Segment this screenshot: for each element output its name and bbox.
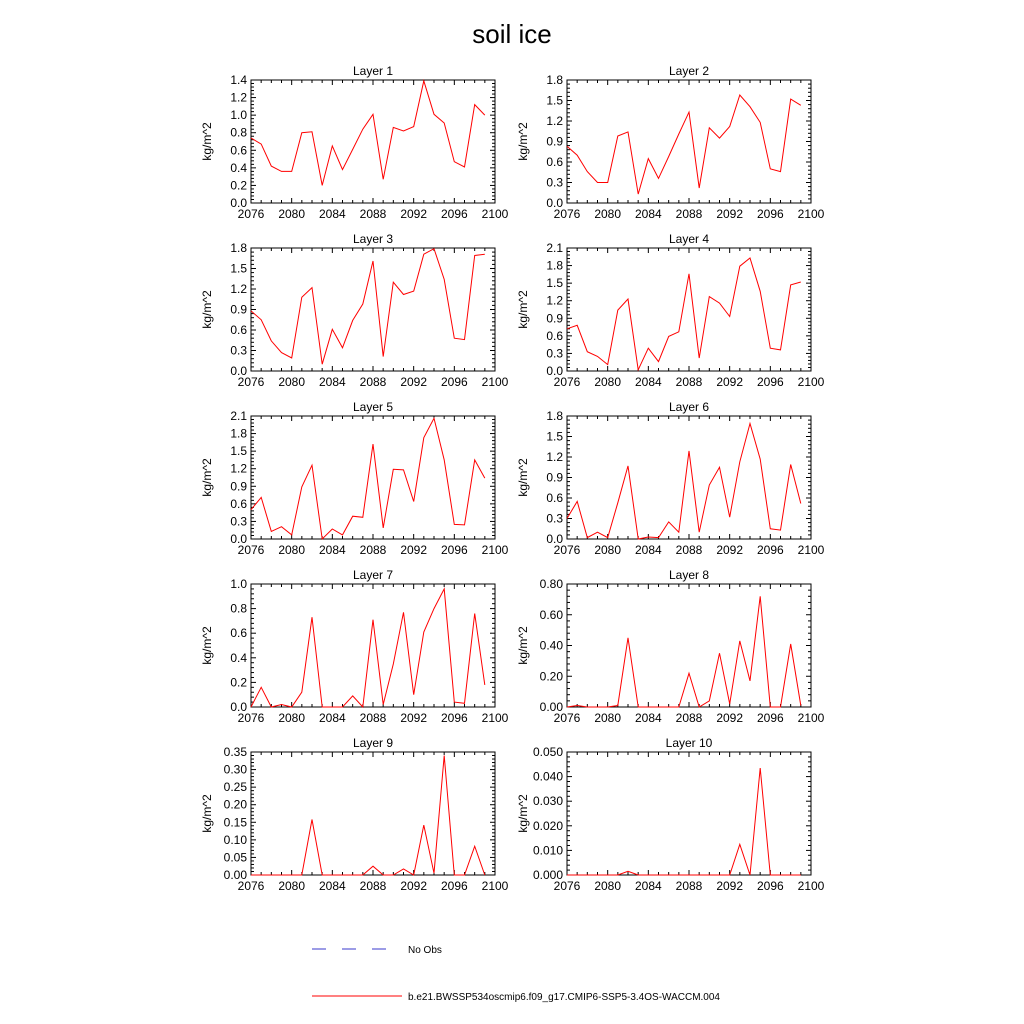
x-tick-label: 2084 — [318, 375, 346, 389]
panel-layer-7 — [200, 568, 509, 725]
y-tick-label: 0.05 — [223, 850, 247, 865]
y-tick-label: 1.8 — [230, 241, 247, 255]
x-tick-label: 2080 — [278, 711, 306, 725]
x-tick-label: 2100 — [797, 711, 825, 725]
x-tick-label: 2100 — [797, 543, 825, 557]
panel-title: Layer 5 — [352, 400, 394, 414]
x-tick-label: 2080 — [594, 207, 622, 221]
y-tick-label: 1.0 — [230, 577, 247, 591]
panel-title: Layer 1 — [352, 64, 394, 78]
y-tick-label: 0.6 — [546, 155, 563, 169]
y-axis-label: kg/m^2 — [200, 626, 214, 665]
series-line — [567, 258, 801, 370]
x-tick-label: 2080 — [278, 207, 306, 221]
series-line — [567, 95, 801, 194]
x-tick-label: 2092 — [400, 207, 428, 221]
y-tick-label: 1.5 — [230, 444, 247, 459]
y-tick-label: 0.35 — [223, 745, 247, 759]
y-tick-label: 1.0 — [230, 108, 247, 123]
y-axis-label: kg/m^2 — [516, 290, 530, 329]
x-tick-label: 2096 — [756, 207, 784, 221]
series-line — [251, 418, 485, 539]
x-tick-label: 2092 — [716, 543, 744, 557]
x-tick-label: 2100 — [797, 207, 825, 221]
y-tick-label: 0.050 — [532, 745, 563, 759]
y-tick-label: 0.30 — [223, 762, 247, 777]
y-tick-label: 1.2 — [230, 90, 247, 105]
y-tick-label: 0.6 — [230, 323, 247, 337]
x-tick-label: 2080 — [594, 543, 622, 557]
x-tick-label: 2076 — [237, 207, 265, 221]
panel-title: Layer 9 — [352, 736, 394, 750]
y-tick-label: 1.8 — [546, 73, 563, 87]
plot-frame — [567, 584, 811, 707]
x-tick-label: 2096 — [756, 879, 784, 893]
panel-layer-2 — [516, 64, 825, 221]
x-tick-label: 2084 — [634, 879, 662, 893]
y-tick-label: 0.040 — [532, 769, 563, 784]
series-line — [251, 756, 485, 876]
x-tick-label: 2092 — [400, 879, 428, 893]
y-axis-label: kg/m^2 — [200, 290, 214, 329]
panel-layer-6 — [516, 400, 825, 557]
x-tick-label: 2100 — [481, 207, 509, 221]
y-tick-label: 0.2 — [230, 675, 247, 690]
panel-layer-9 — [200, 736, 509, 893]
x-tick-label: 2088 — [359, 543, 387, 557]
y-tick-label: 0.3 — [546, 511, 563, 526]
y-tick-label: 0.8 — [230, 601, 247, 616]
x-tick-label: 2096 — [440, 543, 468, 557]
y-tick-label: 0.6 — [546, 328, 563, 343]
series-line — [567, 596, 801, 707]
x-tick-label: 2100 — [481, 543, 509, 557]
y-tick-label: 0.4 — [230, 650, 247, 665]
y-axis-label: kg/m^2 — [200, 458, 214, 497]
y-tick-label: 0.20 — [223, 797, 247, 812]
plot-frame — [567, 80, 811, 203]
x-tick-label: 2092 — [716, 879, 744, 893]
y-tick-label: 0.4 — [230, 160, 247, 175]
x-tick-label: 2088 — [359, 207, 387, 221]
y-tick-label: 0.9 — [546, 311, 563, 326]
y-tick-label: 1.4 — [230, 73, 247, 87]
y-axis-label: kg/m^2 — [516, 122, 530, 161]
y-tick-label: 0.3 — [230, 514, 247, 529]
y-tick-label: 0.0 — [230, 196, 247, 210]
panel-layer-3 — [200, 232, 509, 389]
y-tick-label: 0.60 — [539, 607, 563, 622]
x-tick-label: 2084 — [318, 543, 346, 557]
x-tick-label: 2076 — [553, 375, 581, 389]
y-tick-label: 0.20 — [539, 669, 563, 684]
x-tick-label: 2088 — [359, 879, 387, 893]
y-axis-label: kg/m^2 — [200, 794, 214, 833]
y-tick-label: 0.0 — [230, 532, 247, 546]
panel-title: Layer 3 — [352, 232, 394, 246]
y-tick-label: 0.9 — [230, 302, 247, 317]
panel-layer-8 — [516, 568, 825, 725]
y-tick-label: 1.8 — [546, 409, 563, 423]
x-tick-label: 2092 — [716, 375, 744, 389]
x-tick-label: 2076 — [553, 711, 581, 725]
x-tick-label: 2076 — [237, 543, 265, 557]
y-tick-label: 0.8 — [230, 125, 247, 140]
y-tick-label: 0.10 — [223, 832, 247, 847]
x-tick-label: 2076 — [237, 879, 265, 893]
y-tick-label: 0.6 — [230, 626, 247, 641]
panel-layer-10 — [516, 736, 825, 893]
y-tick-label: 1.8 — [546, 258, 563, 273]
x-tick-label: 2076 — [553, 879, 581, 893]
x-tick-label: 2080 — [594, 375, 622, 389]
plot-frame — [567, 416, 811, 539]
series-line — [251, 589, 485, 707]
y-tick-label: 0.15 — [223, 815, 247, 830]
panel-title: Layer 10 — [665, 736, 713, 750]
x-tick-label: 2100 — [797, 375, 825, 389]
y-tick-label: 0.010 — [532, 843, 563, 858]
figure-title: soil ice — [472, 19, 552, 49]
x-tick-label: 2084 — [634, 711, 662, 725]
x-tick-label: 2096 — [440, 879, 468, 893]
y-tick-label: 0.0 — [230, 364, 247, 378]
y-tick-label: 1.2 — [230, 461, 247, 476]
x-tick-label: 2092 — [400, 375, 428, 389]
x-tick-label: 2080 — [594, 879, 622, 893]
y-tick-label: 0.80 — [539, 577, 563, 591]
x-tick-label: 2092 — [716, 207, 744, 221]
y-tick-label: 0.6 — [230, 496, 247, 511]
plot-frame — [251, 80, 495, 203]
x-tick-label: 2088 — [675, 711, 703, 725]
x-tick-label: 2100 — [797, 879, 825, 893]
panel-title: Layer 8 — [668, 568, 710, 582]
y-tick-label: 0.0 — [230, 700, 247, 714]
y-axis-label: kg/m^2 — [516, 626, 530, 665]
plot-frame — [251, 584, 495, 707]
y-tick-label: 0.6 — [230, 143, 247, 158]
y-tick-label: 0.9 — [546, 134, 563, 149]
x-tick-label: 2088 — [675, 879, 703, 893]
x-tick-label: 2092 — [400, 711, 428, 725]
x-tick-label: 2084 — [318, 879, 346, 893]
y-tick-label: 0.0 — [546, 196, 563, 210]
y-tick-label: 0.25 — [223, 780, 247, 795]
x-tick-label: 2100 — [481, 879, 509, 893]
y-tick-label: 1.2 — [546, 450, 563, 464]
x-tick-label: 2088 — [359, 711, 387, 725]
panel-title: Layer 7 — [352, 568, 394, 582]
x-tick-label: 2088 — [675, 207, 703, 221]
x-tick-label: 2096 — [756, 711, 784, 725]
x-tick-label: 2096 — [756, 375, 784, 389]
y-tick-label: 2.1 — [230, 409, 247, 423]
y-tick-label: 0.030 — [532, 794, 563, 809]
y-tick-label: 0.9 — [230, 479, 247, 494]
y-tick-label: 0.3 — [546, 346, 563, 361]
x-tick-label: 2084 — [318, 207, 346, 221]
plot-frame — [251, 248, 495, 371]
plot-frame — [251, 752, 495, 875]
x-tick-label: 2088 — [675, 375, 703, 389]
x-tick-label: 2096 — [440, 207, 468, 221]
legend-obs-label: No Obs — [408, 945, 442, 956]
series-line — [251, 81, 485, 185]
panel-layer-5 — [200, 400, 509, 557]
x-tick-label: 2080 — [278, 543, 306, 557]
x-tick-label: 2100 — [481, 711, 509, 725]
plot-frame — [567, 248, 811, 371]
x-tick-label: 2084 — [318, 711, 346, 725]
x-tick-label: 2100 — [481, 375, 509, 389]
y-tick-label: 0.00 — [539, 700, 563, 714]
y-tick-label: 1.8 — [230, 426, 247, 441]
y-tick-label: 0.020 — [532, 818, 563, 833]
x-tick-label: 2096 — [440, 711, 468, 725]
y-axis-label: kg/m^2 — [516, 794, 530, 833]
x-tick-label: 2076 — [237, 375, 265, 389]
x-tick-label: 2084 — [634, 375, 662, 389]
y-axis-label: kg/m^2 — [200, 122, 214, 161]
plot-frame — [251, 416, 495, 539]
series-line — [567, 424, 801, 540]
y-tick-label: 1.5 — [546, 276, 563, 291]
x-tick-label: 2076 — [553, 543, 581, 557]
y-tick-label: 2.1 — [546, 241, 563, 255]
x-tick-label: 2080 — [278, 879, 306, 893]
y-tick-label: 0.00 — [223, 868, 247, 882]
x-tick-label: 2092 — [400, 543, 428, 557]
x-tick-label: 2088 — [675, 543, 703, 557]
x-tick-label: 2096 — [756, 543, 784, 557]
x-tick-label: 2076 — [553, 207, 581, 221]
legend — [312, 945, 720, 1003]
x-tick-label: 2080 — [278, 375, 306, 389]
series-line — [251, 249, 485, 365]
panel-title: Layer 4 — [668, 232, 710, 246]
x-tick-label: 2076 — [237, 711, 265, 725]
y-tick-label: 1.5 — [230, 261, 247, 276]
y-tick-label: 0.6 — [546, 491, 563, 505]
y-tick-label: 0.000 — [532, 868, 563, 882]
y-axis-label: kg/m^2 — [516, 458, 530, 497]
x-tick-label: 2092 — [716, 711, 744, 725]
panel-layer-4 — [516, 232, 825, 389]
x-tick-label: 2088 — [359, 375, 387, 389]
x-tick-label: 2084 — [634, 543, 662, 557]
panels-container — [200, 64, 825, 893]
y-tick-label: 0.3 — [230, 343, 247, 358]
plot-frame — [567, 752, 811, 875]
y-tick-label: 0.0 — [546, 532, 563, 546]
y-tick-label: 0.40 — [539, 638, 563, 653]
y-tick-label: 1.5 — [546, 93, 563, 108]
y-tick-label: 0.9 — [546, 470, 563, 485]
x-tick-label: 2084 — [634, 207, 662, 221]
y-tick-label: 0.0 — [546, 364, 563, 378]
panel-layer-1 — [200, 64, 509, 221]
y-tick-label: 1.2 — [546, 293, 563, 308]
x-tick-label: 2096 — [440, 375, 468, 389]
y-tick-label: 1.2 — [546, 114, 563, 128]
y-tick-label: 1.5 — [546, 429, 563, 444]
x-tick-label: 2080 — [594, 711, 622, 725]
panel-title: Layer 2 — [668, 64, 710, 78]
y-tick-label: 0.3 — [546, 175, 563, 190]
panel-title: Layer 6 — [668, 400, 710, 414]
y-tick-label: 1.2 — [230, 282, 247, 296]
series-line — [567, 768, 801, 875]
legend-series-label: b.e21.BWSSP534oscmip6.f09_g17.CMIP6-SSP5-3.4OS-WACCM.004 — [408, 992, 720, 1003]
y-tick-label: 0.2 — [230, 178, 247, 193]
